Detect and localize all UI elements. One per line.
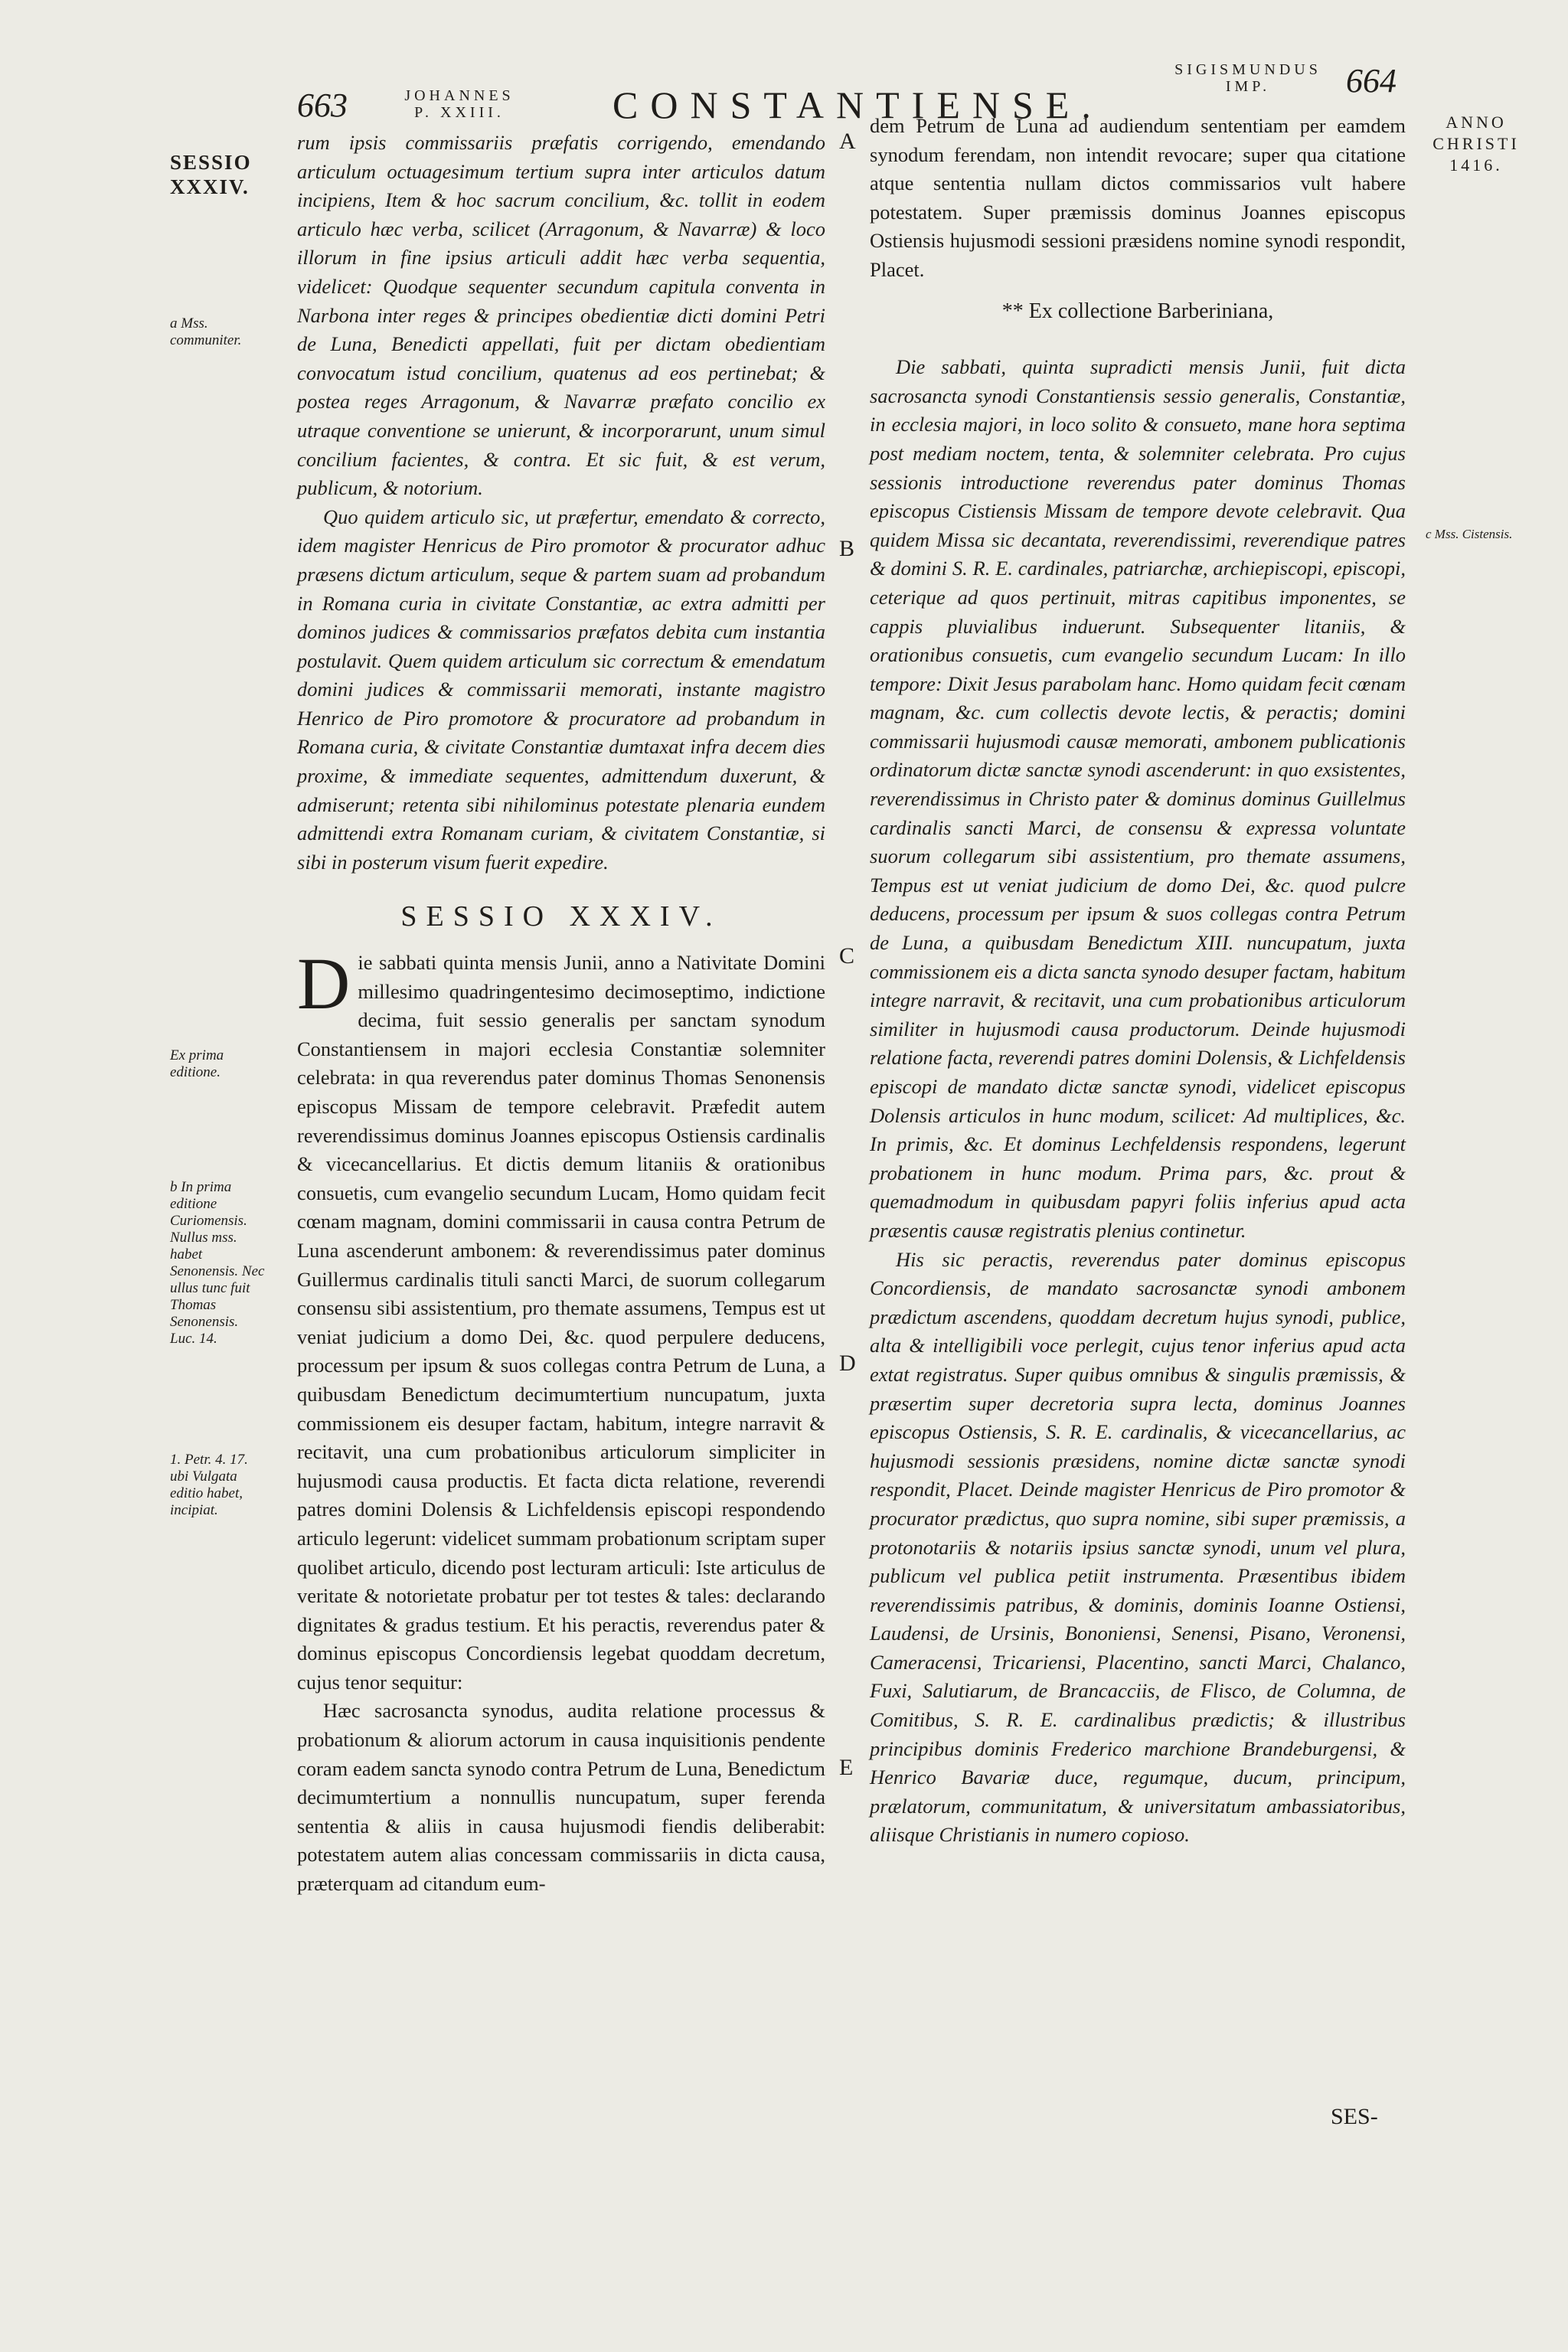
session-heading: SESSIO XXXIV. [400, 900, 722, 933]
column-letter-a: A [839, 129, 856, 154]
catchword: SES- [1331, 2104, 1378, 2129]
margin-note-b: b In prima editione Curiomensis. Nullus mss. habet Senonensis. Nec ullus tunc fuit Thomas Senonensis. Luc. 14. [170, 1179, 265, 1347]
drop-cap: D [297, 942, 351, 1025]
anno-christi: ANNO CHRISTI 1416. [1432, 113, 1520, 175]
left-running-head [398, 87, 521, 121]
sessio-margin-label: SESSIO XXXIV. [170, 151, 252, 198]
left-paragraph-1: rum ipsis commissariis præfatis corrigendo, emendando articulum octuagesimum tertium supra inter articulos datum incipiens, Item & hoc sacrum concilium, &c. tollit in eodem articulo hæc verba, scilicet (Arragonum, & Navarræ) & loco illorum in fine ipsius articuli addit hæc verba sequentia, videlicet: Quodque sequenter secundum capitula conventa in Narbona inter reges & principes obedientiæ dicti domini Petri de Luna, Benedicti appellati, fuit per dictam obedientiam convocatum istud concilium, quatenus ad eos pertinebat; & postea reges Arragonum, & Navarræ præfato concilio ex utraque conventione se unierunt, & incorporarunt, unum simul concilium facientes, & contra. Et sic fuit, & est verum, publicum, & notorium. [297, 131, 825, 500]
column-letter-e: E [839, 1755, 854, 1780]
column-letter-b: B [839, 536, 855, 561]
left-paragraph-3-text: ie sabbati quinta mensis Junii, anno a Nativitate Domini millesimo quadringentesimo decimoseptimo, indictione decima, fuit sessio generalis per sanctam synodum Constantiensem in majori ecclesia Constantiæ solemniter celebrata: in qua reverendus pater dominus Thomas Senonensis episcopus Missam de tempore celebravit. Præfedit autem reverendissimus dominus Joannes episcopus Ostiensis cardinalis & vicecancellarius. Et dictis demum litaniis & orationibus consuetis, cum evangelio secundum Lucam, Homo quidam fecit cœnam magnam, domini commissarii in causa contra Petrum de Luna ascenderunt ambonem: & reverendissimus pater dominus Guillermus cardinalis tituli sancti Marci, de suorum collegarum consensu sibi assistentium, pro themate assumens, Tempus est ut veniat judicium a domo Dei, &c. quod perpulere deducens, processum per ipsum & suos collegas contra Petrum de Luna, a quibusdam Benedictum decimumtertium nuncupatum, juxta commissionem eis desuper factam, habitum, integre narravit & recitavit, una cum probationibus articulorum simpliciter in hujusmodi causa productis. Et facta dicta relatione, reverendi patres domini Dolensis & Lichfeldensis episcopi respondendo articulo legerunt: videlicet summam probationum scriptam super quolibet articulo, dicendo post lecturam articuli: Iste articulus de veritate & notorietate probatur per tot testes & tales: declarando dignitates & gradus testium. Et his peractis, reverendus pater & dominus episcopus Concordiensis legebat quoddam decretum, cujus tenor sequitur: [297, 951, 825, 1694]
right-paragraph-3: His sic peractis, reverendus pater dominus episcopus Concordiensis, de mandato sacrosanctæ synodi ambonem prædictum ascendens, quoddam decretum hujus synodi, publice, alta & intelligibili voce perlegit, cujus tenor inferius apud acta extat registratus. Super quibus omnibus & singulis præmissis, & præsertim super decretoria supra lecta, dominus Joannes episcopus Ostiensis, S. R. E. cardinalis, & vicecancellarius, ac hujusmodi sessionis præsidens, nomine dictæ sanctæ synodi respondit, Placet. Deinde magister Henricus de Piro promotor & procurator prædictus, quo supra nomine, sibi super præmissis, a protonotariis & notariis ipsius sanctæ synodi, unum vel plura, publicum vel publica petiit instrumenta. Præsentibus ibidem reverendissimis patribus, & dominis, dominis Ioanne Ostiensi, Laudensi, de Ursinis, Bononiensi, Senensi, Pisano, Veronensi, Cameracensi, Tricariensi, Placentino, sancti Marci, Chalanco, Fuxi, Salutiarum, de Brancacciis, de Flisco, de Columna, de Comitibus, S. R. E. cardinalibus prædictis; & illustribus principibus dominis Frederico marchione Brandeburgensi, & Henrico Bavariæ duce, regumque, ducum, principum, prælatorum, communitatum, & universitatum ambassiatoribus, aliisque Christianis in numero copioso. [870, 1247, 1406, 1847]
right-running-line-1: SIGISMUNDUS [1174, 61, 1321, 78]
margin-note-a: a Mss. communiter. [170, 315, 242, 348]
left-running-line-2: P. XXIII. [414, 104, 505, 121]
left-paragraph-2: Quo quidem articulo sic, ut præfertur, emendato & correcto, idem magister Henricus de Piro promotor & procurator adhuc præsens dictum articulum, seque & partem suam ad probandum in Romana curia in civitate Constantiæ, ac extra admitti per dominos judices & commissarios præfatos debita cum instantia postulavit. Quem quidem articulum sic correctum & emendatum domini judices & commissarii memorati, instante magistro Henrico de Piro promotore & procuratore ad probandum in Romana curia, & civitate Constantiæ dumtaxat infra decem dies proxime, & immediate sequentes, admittendum duxerunt, & admiserunt; retenta sibi nihilominus potestate plenaria eundem admittendi extra Romanam curiam, & civitatem Constantiæ, si sibi in posterum visum fuerit expedire. [297, 505, 825, 874]
right-paragraph-1: dem Petrum de Luna ad audiendum sententiam per eamdem synodum ferendam, non intendit revocare; super qua citatione atque sententia nullam dictos commissarios vult habere potestatem. Super præmissis dominus Joannes episcopus Ostiensis hujusmodi sessioni præsidens nomine synodi respondit, Placet. [870, 114, 1406, 281]
left-running-line-1: JOHANNES [404, 87, 514, 104]
right-running-head [1171, 61, 1325, 95]
left-page-number: 663 [297, 87, 348, 124]
left-column [297, 129, 825, 1899]
column-letter-d: D [839, 1351, 856, 1376]
right-paragraph-2: Die sabbati, quinta supradicti mensis Junii, fuit dicta sacrosancta synodi Constantiensis sessio generalis, Constantiæ, in ecclesia majori, in loco solito & consueto, mane hora septima post mediam noctem, tenta, & solemniter celebrata. Pro cujus sessionis introductione reverendus pater dominus Thomas episcopus Cistiensis Missam de tempore devote celebravit. Qua quidem Missa sic decantata, reverendissimi, reverendique patres & domini S. R. E. cardinales, patriarchæ, archiepiscopi, episcopi, ceterique ad quos pertinuit, mitras capitibus imponentes, se cappis pluvialibus induerunt. Subsequenter litaniis, & orationibus consuetis, cum evangelio secundum Lucam: In illo tempore: Dixit Jesus parabolam hanc. Homo quidam fecit cœnam magnam, &c. cum collectis devote lectis, & peractis; domini commissarii hujusmodi causæ memorati, ambonem publicationis ordinatorum dictæ sanctæ synodi ascenderunt: in quo exsistentes, reverendissimus in Christo pater & dominus dominus Guillelmus cardinalis sancti Marci, de consensu & expressa voluntate suorum collegarum sibi assistentium, pro themate assumens, Tempus est ut veniat judicium de domo Dei, &c. quod pulcre deducens, processum per ipsum & suos collegas contra Petrum de Luna, a quibusdam Benedictum XIII. nuncupatum, juxta commissionem eis a dicta sancta synodo desuper factam, habitum integre narravit, & recitavit, una cum probationibus articulorum similiter in hujusmodi causa productorum. Deinde hujusmodi relatione facta, reverendi patres domini Dolensis, & Lichfeldensis episcopi de mandato dictæ sanctæ synodi, videlicet episcopus Dolensis articulos in hunc modum, scilicet: Ad multiplices, &c. In primis, &c. Et dominus Lechfeldensis respondens, legerunt probationem in hunc modum. Prima pars, &c. prout & quemadmodum in quibusdam papyri foliis inferius apud acta præsentis causæ registratis plenius continetur. [870, 355, 1406, 1242]
left-paragraph-3 [297, 942, 825, 1697]
margin-note-ex-prima: Ex prima editione. [170, 1047, 224, 1080]
right-page-number: 664 [1346, 62, 1396, 100]
right-column [870, 112, 1406, 1850]
page-title: CONSTANTIENSE. [612, 83, 1103, 126]
left-paragraph-4: Hæc sacrosancta synodus, audita relatione processus & probationum & aliorum actorum in causa inquisitionis pendente coram eadem sancta synodo contra Petrum de Luna, Benedictum decimumtertium a nonnullis nuncupatum, super ferenda sententia & aliis in causa hujusmodi fiendis deliberabit: potestatem autem alias concessam commissariis in dicta causa, præterquam ad citandum eum- [297, 1699, 825, 1896]
column-letter-c: C [839, 943, 855, 969]
margin-note-c: c Mss. Cistensis. [1426, 527, 1513, 541]
right-running-line-2: IMP. [1225, 78, 1271, 95]
collection-subheading: ** Ex collectione Barberiniana, [1001, 299, 1274, 323]
margin-note-petr: 1. Petr. 4. 17. ubi Vulgata editio habet, incipiat. [170, 1452, 248, 1518]
